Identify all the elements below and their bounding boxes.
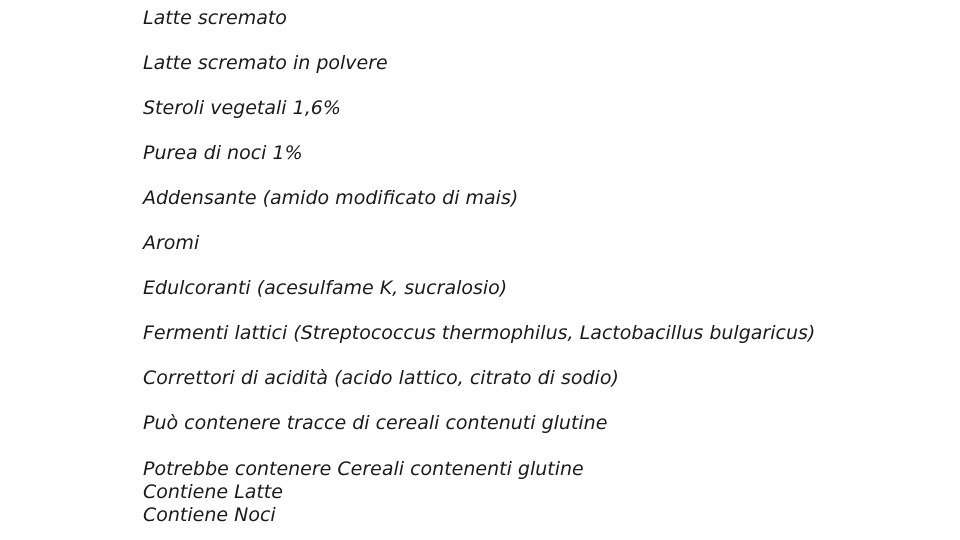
ingredient-item: Latte scremato	[143, 7, 287, 29]
ingredient-item: Fermenti lattici (Streptococcus thermophilus, Lactobacillus bulgaricus)	[143, 322, 816, 344]
allergen-contains-milk: Contiene Latte	[143, 481, 283, 503]
ingredient-item: Edulcoranti (acesulfame K, sucralosio)	[143, 277, 508, 299]
ingredient-item: Aromi	[143, 232, 200, 254]
ingredient-item: Latte scremato in polvere	[143, 52, 388, 74]
allergen-statements	[143, 458, 943, 527]
ingredient-item: Può contenere tracce di cereali contenuti glutine	[143, 412, 608, 434]
allergen-may-contain-gluten: Potrebbe contenere Cereali contenenti glutine	[143, 458, 584, 480]
ingredients-list	[143, 7, 943, 457]
ingredient-item: Steroli vegetali 1,6%	[143, 97, 341, 119]
ingredient-item: Correttori di acidità (acido lattico, citrato di sodio)	[143, 367, 619, 389]
ingredient-item: Addensante (amido modificato di mais)	[143, 187, 519, 209]
ingredient-item: Purea di noci 1%	[143, 142, 303, 164]
allergen-contains-nuts: Contiene Noci	[143, 504, 276, 526]
